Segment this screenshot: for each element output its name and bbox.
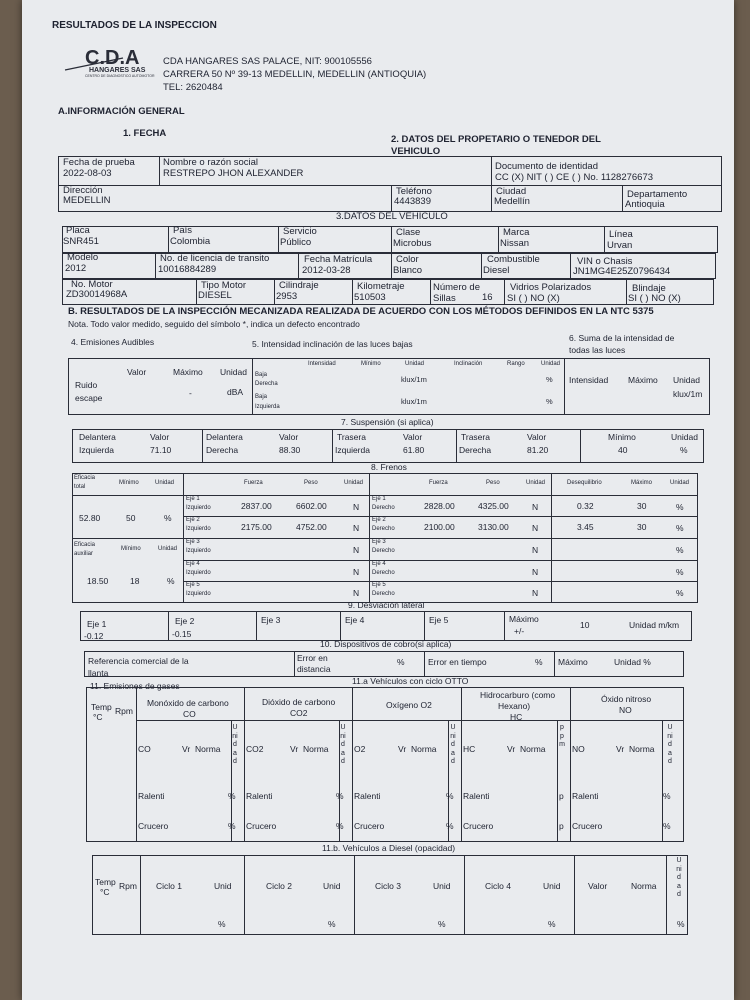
cobro-unidad: Unidad % (614, 657, 651, 667)
suma-unidad: Unidad (673, 375, 700, 385)
eje-izq-side: Izquierdo (186, 570, 211, 576)
servicio-label: Servicio (283, 226, 317, 237)
susp-del-izq-value: 71.10 (150, 445, 172, 455)
nombre-value: RESTREPO JHON ALEXANDER (163, 168, 304, 179)
marca-label: Marca (503, 227, 530, 238)
luz-baja-izquierda-2: Izquierda (255, 404, 280, 410)
gas-co2-unidad-vertical: Unidad (340, 724, 346, 766)
fecha-label: 1. FECHA (123, 128, 167, 139)
susp-valor-2: Valor (279, 432, 299, 442)
motor-label: No. Motor (71, 279, 113, 290)
modelo-value: 2012 (65, 263, 87, 274)
resultados-heading: B. RESULTADOS DE LA INSPECCIÓN MECANIZADA REALIZADA DE ACUERDO CON LOS MÉTODOS DEFINIDOS EN LA NTC 5375 (68, 306, 654, 317)
eje-deseq-unidad: % (676, 588, 684, 598)
eje-desequilibrio: 0.32 (577, 501, 594, 511)
sillas-label-2: Sillas (433, 293, 456, 304)
gas-o2-norma: Norma (411, 744, 437, 754)
gas-co-norma: Norma (195, 744, 221, 754)
gas-co2-ralenti-unit: % (336, 791, 344, 801)
documento-value: CC (X) NIT ( ) CE ( ) No. 1128276673 (495, 172, 654, 183)
luz-baja-derecha-1: Baja (255, 372, 268, 378)
ciudad-label: Ciudad (496, 186, 527, 197)
co-header-1: Monóxido de carbono (147, 698, 229, 708)
gas-hc-label: HC (463, 744, 476, 754)
eficacia-aux-minimo: 18 (130, 576, 140, 586)
frenos-unidad-der-h: Unidad (526, 480, 546, 486)
licencia-value: 10016884289 (158, 264, 217, 275)
luces-rango-header: Rango (507, 361, 525, 367)
gas-no-ralenti-unit: % (663, 791, 671, 801)
gas-o2-ralenti: Ralenti (354, 791, 381, 801)
cobro-error-distancia-2: distancia (297, 664, 331, 674)
susp-derecha-1: Derecha (206, 445, 239, 455)
frenos-unidad-h: Unidad (155, 480, 175, 486)
eje-izq-side: Izquierdo (186, 548, 211, 554)
placa-label: Placa (66, 225, 90, 236)
susp-derecha-2: Derecha (459, 445, 492, 455)
eje-izq-label: Eje 2 (186, 517, 200, 523)
eje-der-label: Eje 5 (372, 582, 386, 588)
gas-o2-label: O2 (354, 744, 366, 754)
gas-o2-crucero: Crucero (354, 821, 385, 831)
frenos-maximo-h: Máximo (631, 480, 653, 486)
eje-der-label: Eje 2 (372, 517, 386, 523)
suma-maximo: Máximo (628, 375, 658, 385)
eje-izq-label: Eje 5 (186, 582, 200, 588)
diesel-ciclo1: Ciclo 1 (156, 881, 182, 891)
eje-der-unidad: N (532, 545, 539, 555)
luz-baja-derecha-2: Derecha (255, 381, 278, 387)
documento-label: Documento de identidad (495, 161, 598, 172)
licencia-label: No. de licencia de transito (160, 253, 270, 264)
eje-izq-unidad: N (353, 567, 360, 577)
frenos-unidad-h-2: Unidad (670, 480, 690, 486)
owner-label: 2. DATOS DEL PROPETARIO O TENEDOR DEL VEHICULO (391, 134, 601, 158)
gases-heading: 11. Emisiones de gases (90, 681, 180, 691)
report-title: RESULTADOS DE LA INSPECCION (52, 20, 217, 31)
kilometraje-label: Kilometraje (357, 281, 405, 292)
hc-header-1: Hidrocarburo (como (480, 690, 556, 700)
direccion-label: Dirección (63, 185, 103, 196)
susp-trasera-1: Trasera (337, 432, 366, 442)
marca-value: Nissan (500, 238, 530, 249)
eje-izq-label: Eje 1 (186, 496, 200, 502)
eficacia-aux-unidad: % (167, 576, 175, 586)
eje-izq-unidad: N (353, 502, 360, 512)
gas-co-ralenti: Ralenti (138, 791, 165, 801)
frenos-eficacia: Eficacia (74, 475, 96, 481)
eje-deseq-unidad: % (676, 523, 684, 533)
gas-co-vr: Vr (182, 744, 191, 754)
eficacia-aux-value: 18.50 (87, 576, 109, 586)
telefono-value: 4443839 (394, 196, 431, 207)
cilindraje-value: 2953 (276, 291, 298, 302)
cilindraje-label: Cilindraje (279, 280, 319, 291)
diesel-ciclo3: Ciclo 3 (375, 881, 401, 891)
eje-der-fuerza: 2828.00 (424, 501, 455, 511)
frenos-minimo-aux: Mínimo (121, 546, 141, 552)
eje-der-label: Eje 4 (372, 561, 386, 567)
frenos-peso-izq-h: Peso (304, 480, 318, 486)
diesel-unidad-vertical: Unidad (676, 857, 682, 899)
susp-delantera-2: Delantera (206, 432, 243, 442)
gas-o2-ralenti-unit: % (446, 791, 454, 801)
hc-header-2: Hexano) (498, 701, 531, 711)
cda-logo (63, 46, 163, 78)
diesel-table (92, 855, 688, 935)
co-header-2: CO (183, 709, 196, 719)
susp-minimo-value: 40 (618, 445, 628, 455)
fecha-prueba-value: 2022-08-03 (63, 168, 112, 179)
eje-der-unidad: N (532, 502, 539, 512)
gas-co-unidad-vertical: Unidad (232, 724, 238, 766)
no-header-1: Óxido nitroso (601, 694, 652, 704)
diesel-norma: Norma (631, 881, 657, 891)
eje-izq-unidad: N (353, 545, 360, 555)
gas-co-crucero-unit: % (228, 821, 236, 831)
audibles-maximo: Máximo (173, 367, 203, 377)
telefono-label: Teléfono (396, 186, 432, 197)
o2-header: Oxígeno O2 (386, 700, 432, 710)
eje-izq-unidad: N (353, 523, 360, 533)
eje-deseq-unidad: % (676, 567, 684, 577)
gas-no-crucero-unit: % (663, 821, 671, 831)
desv-eje2: Eje 2 (175, 616, 195, 626)
luces-label: 5. Intensidad inclinación de las luces bajas (252, 339, 413, 349)
sillas-label-1: Número de (433, 282, 480, 293)
logo-tagline: CENTRO DE DIAGNOSTICO AUTOMOTOR (85, 74, 155, 78)
pais-value: Colombia (170, 236, 211, 247)
diesel-pct-2: % (328, 919, 336, 929)
eje-der-fuerza: 2100.00 (424, 522, 455, 532)
luz-derecha-rango-unidad: % (546, 375, 553, 384)
gas-co2-vr: Vr (290, 744, 299, 754)
eje-der-side: Derecho (372, 591, 395, 597)
eje-izq-side: Izquierdo (186, 505, 211, 511)
diesel-temp: Temp (95, 877, 116, 887)
gas-no-unidad-vertical: Unidad (667, 724, 673, 766)
fecha-matricula-value: 2012-03-28 (302, 265, 351, 276)
suma-intensidad: Intensidad (569, 375, 609, 385)
luz-baja-izquierda-1: Baja (255, 394, 268, 400)
gas-o2-crucero-unit: % (446, 821, 454, 831)
eje-izq-peso: 4752.00 (296, 522, 327, 532)
desv-eje4: Eje 4 (345, 615, 365, 625)
gas-hc-unidad-vertical: ppm (559, 724, 565, 749)
sillas-value: 16 (482, 292, 493, 303)
desv-eje1: Eje 1 (87, 619, 107, 629)
diesel-unid-3: Unid (433, 881, 451, 891)
eje-izq-side: Izquierdo (186, 591, 211, 597)
diesel-pct-5: % (677, 919, 685, 929)
eje-der-side: Derecho (372, 570, 395, 576)
eje-der-side: Derecho (372, 548, 395, 554)
vidrios-label: Vidrios Polarizados (510, 282, 592, 293)
eje-desequilibrio: 3.45 (577, 522, 594, 532)
gas-hc-crucero: Crucero (463, 821, 494, 831)
company-phone: TEL: 2620484 (163, 82, 223, 93)
frenos-unidad-izq-h: Unidad (344, 480, 364, 486)
emisiones-audibles-label: 4. Emisiones Audibles (71, 337, 155, 347)
eficacia-total-minimo: 50 (126, 513, 136, 523)
cobro-referencia-1: Referencia comercial de la (88, 656, 189, 666)
vin-value: JN1MG4E25Z0796434 (573, 266, 671, 277)
luces-intensidad-header: Intensidad (308, 361, 336, 367)
company-address: CARRERA 50 Nº 39-13 MEDELLIN, MEDELLIN (ANTIOQUIA) (163, 69, 427, 80)
diesel-unid-4: Unid (543, 881, 561, 891)
cobro-error-distancia-1: Error en (297, 653, 328, 663)
cobro-tiempo-pct: % (535, 657, 543, 667)
motor-value: ZD30014968A (66, 289, 128, 300)
gases-otto-table (86, 687, 684, 842)
eje-izq-fuerza: 2837.00 (241, 501, 272, 511)
gases-rpm: Rpm (115, 706, 133, 716)
frenos-auxiliar: auxiliar (74, 551, 94, 557)
susp-minimo: Mínimo (608, 432, 636, 442)
eje-deseq-unidad: % (676, 502, 684, 512)
susp-unidad-value: % (680, 445, 688, 455)
frenos-fuerza-izq-h: Fuerza (244, 480, 263, 486)
cobro-maximo: Máximo (558, 657, 588, 667)
frenos-fuerza-der-h: Fuerza (429, 480, 448, 486)
gas-co2-crucero: Crucero (246, 821, 277, 831)
eje-deseq-unidad: % (676, 545, 684, 555)
section-general-heading: A.INFORMACIÓN GENERAL (58, 106, 185, 117)
susp-izquierda-1: Izquierda (79, 445, 114, 455)
blindaje-value: SI ( ) NO (X) (628, 293, 681, 304)
diesel-pct-3: % (438, 919, 446, 929)
diesel-heading: 11.b. Vehículos a Diesel (opacidad) (322, 843, 456, 853)
susp-valor-4: Valor (527, 432, 547, 442)
frenos-total: total (74, 484, 86, 490)
gas-o2-vr: Vr (398, 744, 407, 754)
gas-no-crucero: Crucero (572, 821, 603, 831)
susp-izquierda-2: Izquierda (335, 445, 370, 455)
gases-celsius: °C (93, 712, 103, 722)
susp-valor-3: Valor (403, 432, 423, 442)
audibles-maximo-value: - (189, 388, 192, 398)
luces-unidad-header: Unidad (405, 361, 425, 367)
cobro-referencia-2: llanta (88, 668, 109, 678)
departamento-value: Antioquia (625, 199, 665, 210)
suspension-heading: 7. Suspensión (si aplica) (341, 417, 434, 427)
audibles-valor: Valor (127, 367, 147, 377)
audibles-dba: dBA (227, 387, 244, 397)
diesel-rpm: Rpm (119, 881, 137, 891)
susp-trasera-2: Trasera (461, 432, 490, 442)
suma-klux: klux/1m (673, 389, 703, 399)
fecha-matricula-label: Fecha Matrícula (304, 254, 373, 265)
desv-eje1-value: -0.12 (84, 631, 104, 641)
pais-label: País (173, 225, 193, 236)
cobro-heading: 10. Dispositivos de cobro(si aplica) (320, 639, 452, 649)
desv-eje2-value: -0.15 (172, 629, 192, 639)
susp-tra-izq-value: 61.80 (403, 445, 425, 455)
eficacia-total-value: 52.80 (79, 513, 101, 523)
susp-del-der-value: 88.30 (279, 445, 301, 455)
servicio-value: Público (280, 237, 312, 248)
luces-unidad-header-2: Unidad (541, 361, 561, 367)
suma-luces-label-2: todas las luces (569, 345, 626, 355)
eje-maximo: 30 (637, 522, 647, 532)
gas-co-label: CO (138, 744, 151, 754)
gas-no-norma: Norma (629, 744, 655, 754)
diesel-celsius: °C (100, 887, 110, 897)
diesel-unid-2: Unid (323, 881, 341, 891)
eje-der-unidad: N (532, 588, 539, 598)
diesel-ciclo2: Ciclo 2 (266, 881, 292, 891)
gas-hc-crucero-unit: p (559, 821, 564, 831)
gas-no-vr: Vr (616, 744, 625, 754)
frenos-heading: 8. Frenos (371, 462, 407, 472)
eficacia-total-unidad: % (164, 513, 172, 523)
color-label: Color (396, 254, 419, 265)
frenos-unidad-aux: Unidad (158, 546, 178, 552)
luz-izquierda-unidad: klux/1m (401, 397, 427, 406)
diesel-valor: Valor (588, 881, 608, 891)
audibles-escape: escape (75, 393, 103, 403)
desv-max-value: 10 (580, 620, 590, 630)
frenos-minimo-h: Mínimo (119, 480, 139, 486)
combustible-label: Combustible (487, 254, 540, 265)
vehiculo-heading: 3.DATOS DEL VEHICULO (336, 211, 448, 222)
diesel-unid-1: Unid (214, 881, 232, 891)
eje-izq-fuerza: 2175.00 (241, 522, 272, 532)
gas-no-label: NO (572, 744, 585, 754)
audibles-unidad: Unidad (220, 367, 247, 377)
modelo-label: Modelo (67, 252, 99, 263)
kilometraje-value: 510503 (354, 292, 386, 303)
eje-der-label: Eje 1 (372, 496, 386, 502)
desviacion-heading: 9. Desviación lateral (348, 600, 425, 610)
gas-hc-norma: Norma (520, 744, 546, 754)
clase-value: Microbus (393, 238, 432, 249)
gas-hc-vr: Vr (507, 744, 516, 754)
gas-no-ralenti: Ralenti (572, 791, 599, 801)
gas-co2-norma: Norma (303, 744, 329, 754)
gas-hc-ralenti: Ralenti (463, 791, 490, 801)
gas-co-crucero: Crucero (138, 821, 169, 831)
eje-der-side: Derecho (372, 505, 395, 511)
luz-derecha-unidad: klux/1m (401, 375, 427, 384)
luces-minimo-header: Mínimo (361, 361, 381, 367)
co2-header-2: CO2 (290, 708, 308, 718)
combustible-value: Diesel (483, 265, 510, 276)
frenos-peso-der-h: Peso (486, 480, 500, 486)
eje-izq-label: Eje 4 (186, 561, 200, 567)
diesel-pct-1: % (218, 919, 226, 929)
eje-der-label: Eje 3 (372, 539, 386, 545)
co2-header-1: Dióxido de carbono (262, 697, 336, 707)
gas-o2-unidad-vertical: Unidad (450, 724, 456, 766)
eje-der-peso: 4325.00 (478, 501, 509, 511)
audibles-ruido: Ruido (75, 380, 98, 390)
gas-co2-crucero-unit: % (336, 821, 344, 831)
vidrios-value: SI ( ) NO (X) (507, 293, 560, 304)
gases-otto-heading: 11.a Vehículos con ciclo OTTO (352, 676, 469, 686)
frenos-desequilibrio-h: Desequilibrio (567, 480, 602, 486)
desv-pm: +/- (514, 626, 525, 636)
frenos-eficacia-aux: Eficacia (74, 542, 96, 548)
eje-der-side: Derecho (372, 526, 395, 532)
linea-label: Línea (609, 229, 633, 240)
eje-izq-peso: 6602.00 (296, 501, 327, 511)
gas-co2-label: CO2 (246, 744, 264, 754)
linea-value: Urvan (607, 240, 633, 251)
diesel-pct-4: % (548, 919, 556, 929)
ciudad-value: Medellín (494, 196, 530, 207)
susp-tra-der-value: 81.20 (527, 445, 549, 455)
diesel-ciclo4: Ciclo 4 (485, 881, 511, 891)
blindaje-label: Blindaje (632, 283, 666, 294)
resultados-nota: Nota. Todo valor medido, seguido del símbolo *, indica un defecto encontrado (68, 319, 360, 329)
eje-izq-label: Eje 3 (186, 539, 200, 545)
susp-unidad: Unidad (671, 432, 698, 442)
eje-maximo: 30 (637, 501, 647, 511)
gases-temp: Temp (91, 702, 112, 712)
no-header-2: NO (619, 705, 632, 715)
departamento-label: Departamento (627, 189, 688, 200)
desv-maximo: Máximo (509, 614, 539, 624)
cobro-error-tiempo: Error en tiempo (428, 657, 487, 667)
eje-izq-unidad: N (353, 588, 360, 598)
tipo-motor-label: Tipo Motor (201, 280, 247, 291)
clase-label: Clase (396, 227, 421, 238)
eje-izq-side: Izquierdo (186, 526, 211, 532)
luz-izquierda-rango-unidad: % (546, 397, 553, 406)
vin-label: VIN o Chasis (577, 256, 633, 267)
gas-hc-ralenti-unit: p (559, 791, 564, 801)
susp-delantera-1: Delantera (79, 432, 116, 442)
placa-value: SNR451 (63, 236, 99, 247)
gas-co2-ralenti: Ralenti (246, 791, 273, 801)
nombre-label: Nombre o razón social (163, 157, 259, 168)
luces-inclinacion-header: Inclinación (454, 361, 483, 367)
hc-header-3: HC (510, 712, 523, 722)
company-name-nit: CDA HANGARES SAS PALACE, NIT: 900105556 (163, 56, 372, 67)
audibles-luces-table (68, 358, 710, 415)
suma-luces-label-1: 6. Suma de la intensidad de (569, 333, 675, 343)
gas-co-ralenti-unit: % (228, 791, 236, 801)
desv-eje3: Eje 3 (261, 615, 281, 625)
susp-valor-1: Valor (150, 432, 170, 442)
direccion-value: MEDELLIN (63, 195, 111, 206)
color-value: Blanco (393, 265, 423, 276)
fecha-prueba-label: Fecha de prueba (63, 157, 135, 168)
eje-der-unidad: N (532, 523, 539, 533)
logo-subtext: HANGARES SAS (89, 67, 146, 74)
tipo-motor-value: DIESEL (198, 290, 232, 301)
desv-unidad: Unidad m/km (629, 620, 680, 630)
eje-der-unidad: N (532, 567, 539, 577)
cobro-distancia-pct: % (397, 657, 405, 667)
logo-text: C.D.A (85, 47, 140, 69)
desv-eje5: Eje 5 (429, 615, 449, 625)
eje-der-peso: 3130.00 (478, 522, 509, 532)
